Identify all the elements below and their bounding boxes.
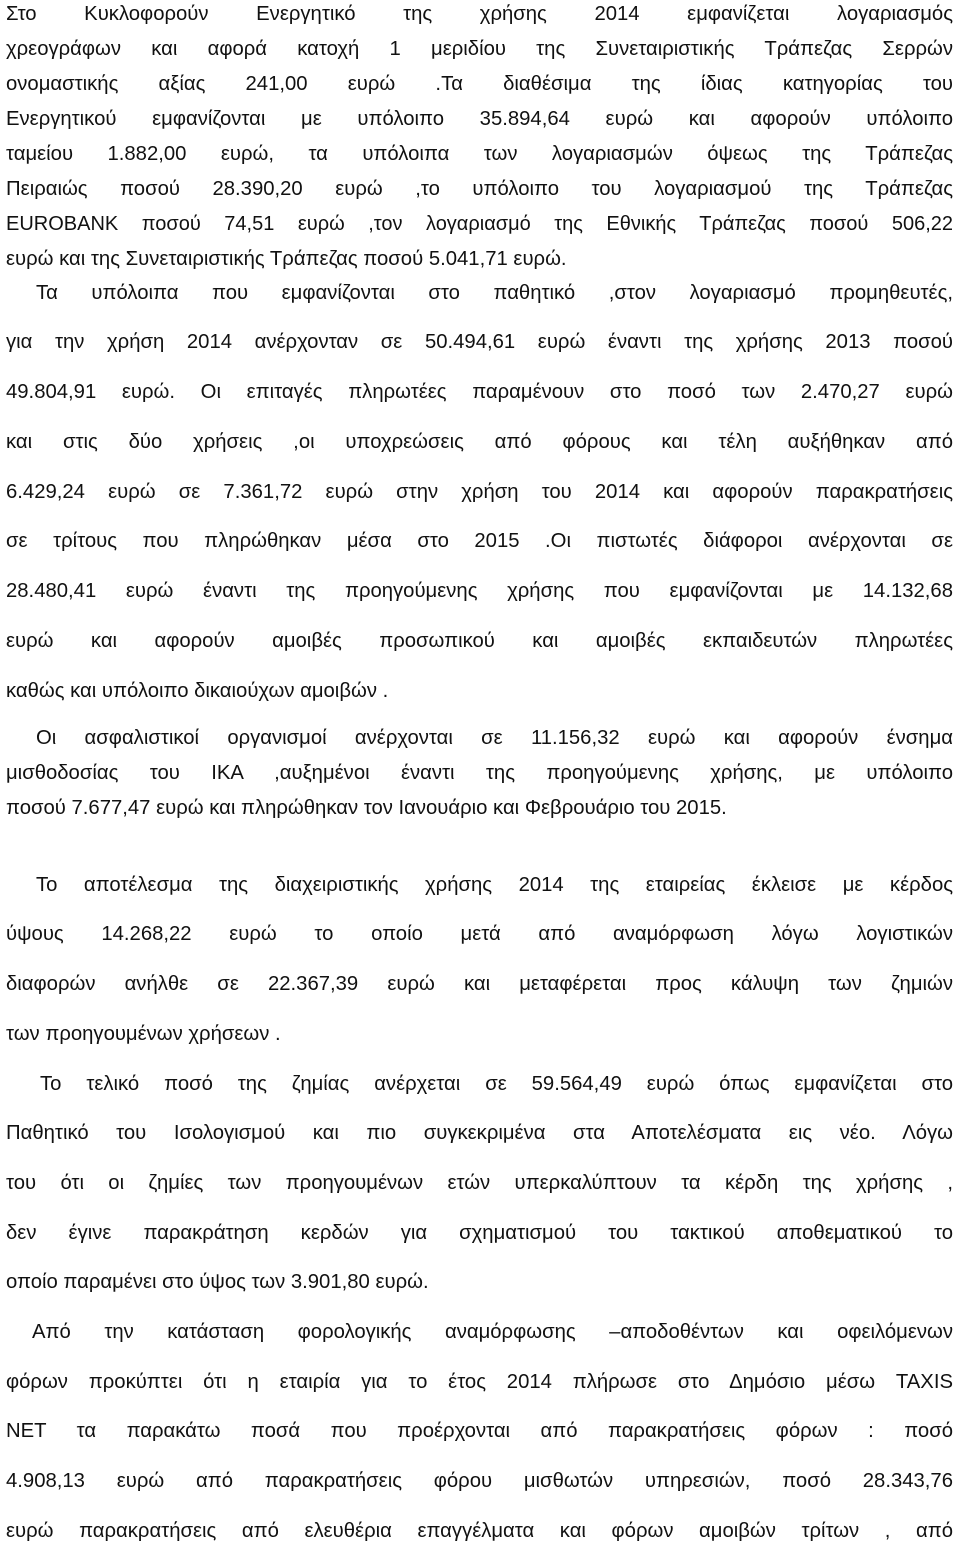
text-line: ευρώ και της Συνεταιριστικής Τράπεζας ποσού 5.041,71 ευρώ. (6, 248, 567, 270)
text-line: ποσού 7.677,47 ευρώ και πληρώθηκαν τον Ιανουάριο και Φεβρουάριο του 2015. (6, 797, 727, 819)
text-line: 28.480,41 ευρώ έναντι της προηγούμενης χρήσης που εμφανίζονται με 14.132,68 (6, 580, 953, 602)
text-line: καθώς και υπόλοιπο δικαιούχων αμοιβών . (6, 680, 389, 702)
text-line: Στο Κυκλοφορούν Ενεργητικό της χρήσης 2014 εμφανίζεται λογαριασμός (6, 3, 953, 25)
text-line: Παθητικό του Ισολογισμού και πιο συγκεκριμένα στα Αποτελέσματα εις νέο. Λόγω (6, 1122, 953, 1144)
text-line: Οι ασφαλιστικοί οργανισμοί ανέρχονται σε 11.156,32 ευρώ και αφορούν ένσημα (36, 727, 953, 749)
text-line: των προηγουμένων χρήσεων . (6, 1023, 281, 1045)
text-line: ταμείου 1.882,00 ευρώ, τα υπόλοιπα των λογαριασμών όψεως της Τράπεζας (6, 143, 953, 165)
text-line: και στις δύο χρήσεις ,οι υποχρεώσεις από φόρους και τέλη αυξήθηκαν από (6, 431, 953, 453)
text-line: σε τρίτους που πληρώθηκαν μέσα στο 2015 .Οι πιστωτές διάφοροι ανέρχονται σε (6, 530, 953, 552)
text-line: EUROBANK ποσού 74,51 ευρώ ,τον λογαριασμό της Εθνικής Τράπεζας ποσού 506,22 (6, 213, 953, 235)
text-line: οποίο παραμένει στο ύψος των 3.901,80 ευρώ. (6, 1271, 429, 1293)
text-line: 49.804,91 ευρώ. Οι επιταγές πληρωτέες παραμένουν στο ποσό των 2.470,27 ευρώ (6, 381, 953, 403)
text-line: δεν έγινε παρακράτηση κερδών για σχηματισμού του τακτικού αποθεματικού το (6, 1222, 953, 1244)
text-line: Το αποτέλεσμα της διαχειριστικής χρήσης 2014 της εταιρείας έκλεισε με κέρδος (36, 874, 953, 896)
text-line: Ενεργητικού εμφανίζονται με υπόλοιπο 35.894,64 ευρώ και αφορούν υπόλοιπο (6, 108, 953, 130)
text-line: Το τελικό ποσό της ζημίας ανέρχεται σε 59.564,49 ευρώ όπως εμφανίζεται στο (40, 1073, 953, 1095)
text-line: 6.429,24 ευρώ σε 7.361,72 ευρώ στην χρήση του 2014 και αφορούν παρακρατήσεις (6, 481, 953, 503)
text-line: ύψους 14.268,22 ευρώ το οποίο μετά από αναμόρφωση λόγω λογιστικών (6, 923, 953, 945)
text-line: 4.908,13 ευρώ από παρακρατήσεις φόρου μισθωτών υπηρεσιών, ποσό 28.343,76 (6, 1470, 953, 1492)
text-line: χρεογράφων και αφορά κατοχή 1 μεριδίου της Συνεταιριστικής Τράπεζας Σερρών (6, 38, 953, 60)
text-line: για την χρήση 2014 ανέρχονταν σε 50.494,61 ευρώ έναντι της χρήσης 2013 ποσού (6, 331, 953, 353)
text-line: ευρώ και αφορούν αμοιβές προσωπικού και αμοιβές εκπαιδευτών πληρωτέες (6, 630, 953, 652)
text-line: Τα υπόλοιπα που εμφανίζονται στο παθητικό ,στον λογαριασμό προμηθευτές, (36, 282, 953, 304)
text-line: NET τα παρακάτω ποσά που προέρχονται από παρακρατήσεις φόρων : ποσό (6, 1420, 953, 1442)
text-line: Από την κατάσταση φορολογικής αναμόρφωσης –αποδοθέντων και οφειλόμενων (32, 1321, 953, 1343)
text-line: Πειραιώς ποσού 28.390,20 ευρώ ,το υπόλοιπο του λογαριασμού της Τράπεζας (6, 178, 953, 200)
text-line: φόρων προκύπτει ότι η εταιρία για το έτος 2014 πλήρωσε στο Δημόσιο μέσω TAXIS (6, 1371, 953, 1393)
text-line: διαφορών ανήλθε σε 22.367,39 ευρώ και μεταφέρεται προς κάλυψη των ζημιών (6, 973, 953, 995)
text-line: του ότι οι ζημίες των προηγουμένων ετών υπερκαλύπτουν τα κέρδη της χρήσης , (6, 1172, 953, 1194)
text-line: μισθοδοσίας του ΙΚΑ ,αυξημένοι έναντι της προηγούμενης χρήσης, με υπόλοιπο (6, 762, 953, 784)
text-line: ονομαστικής αξίας 241,00 ευρώ .Τα διαθέσιμα της ίδιας κατηγορίας του (6, 73, 953, 95)
text-line: ευρώ παρακρατήσεις από ελευθέρια επαγγέλματα και φόρων αμοιβών τρίτων , από (6, 1520, 953, 1542)
